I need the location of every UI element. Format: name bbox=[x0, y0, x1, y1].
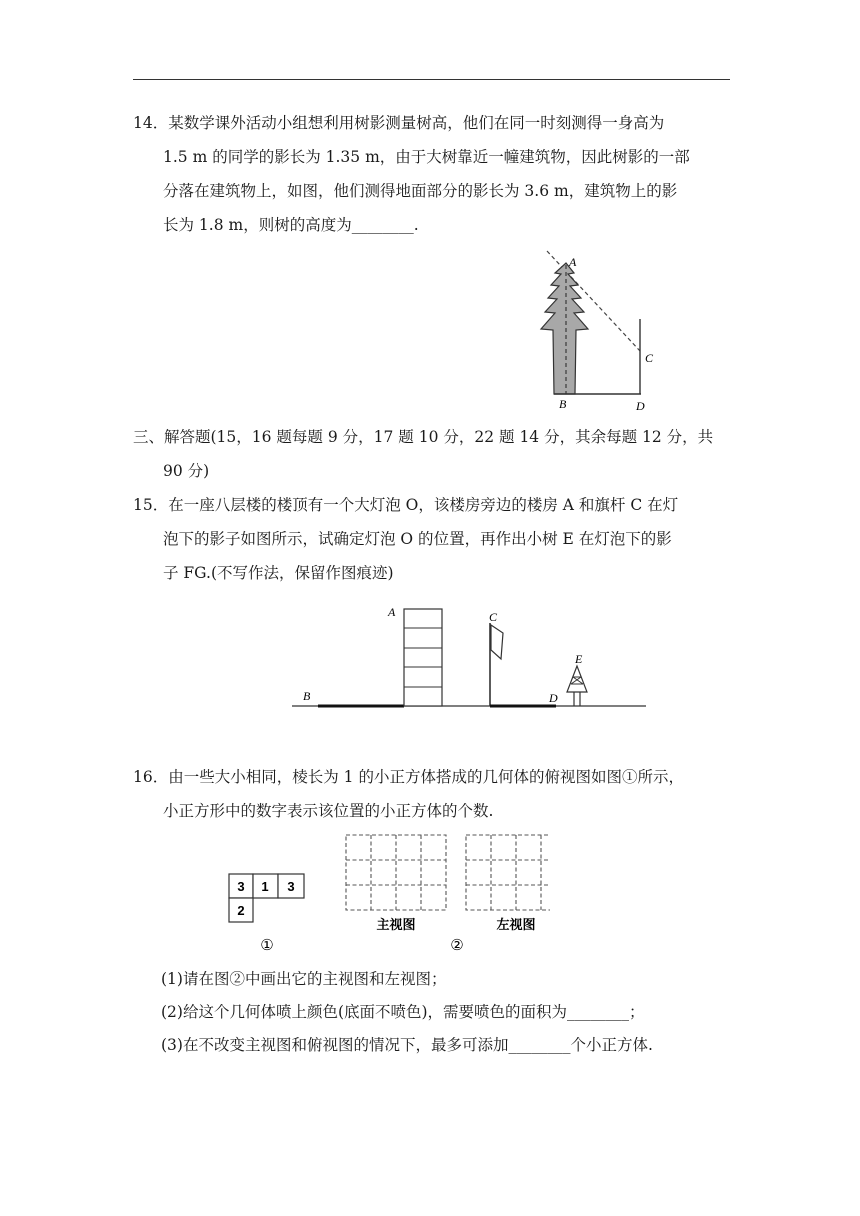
header-rule bbox=[133, 79, 730, 80]
top-view-cell: 1 bbox=[261, 879, 269, 894]
small-tree-E bbox=[567, 666, 587, 692]
tree-shadow-figure bbox=[530, 245, 665, 415]
top-view-grid bbox=[229, 874, 304, 922]
tree-shape bbox=[541, 263, 588, 394]
q15-line3: 子 FG.(不写作法，保留作图痕迹) bbox=[163, 564, 394, 582]
q14-line4: 长为 1.8 m，则树的高度为________. bbox=[163, 216, 419, 234]
q14-line1: 14．某数学课外活动小组想利用树影测量树高，他们在同一时刻测得一身高为 bbox=[133, 114, 665, 132]
label-A: A bbox=[569, 255, 577, 269]
label-B: B bbox=[559, 397, 567, 411]
left-view-grid bbox=[466, 835, 550, 910]
question-14 bbox=[133, 106, 733, 242]
label-D: D bbox=[549, 691, 558, 705]
question-15 bbox=[133, 488, 733, 590]
label-C: C bbox=[645, 351, 654, 365]
q14-line3: 分落在建筑物上，如图，他们测得地面部分的影长为 3.6 m，建筑物上的影 bbox=[163, 182, 678, 200]
q16-sub1: (1)请在图②中画出它的主视图和左视图； bbox=[161, 970, 447, 988]
section-3-heading bbox=[133, 420, 733, 488]
lamp-shadow-figure bbox=[290, 600, 650, 715]
label-B: B bbox=[303, 689, 311, 703]
question-16 bbox=[133, 760, 733, 828]
top-view-cell: 3 bbox=[237, 879, 245, 894]
three-view-figure bbox=[220, 830, 550, 960]
label-C: C bbox=[489, 610, 498, 624]
label-A: A bbox=[388, 605, 396, 619]
fig2-label: ② bbox=[450, 936, 464, 954]
section3-line2: 90 分) bbox=[163, 462, 210, 480]
top-view-cell: 3 bbox=[287, 879, 295, 894]
flag bbox=[491, 625, 503, 659]
fig1-label: ① bbox=[260, 936, 274, 954]
front-view-label: 主视图 bbox=[376, 918, 416, 933]
top-view-cell: 2 bbox=[237, 903, 245, 918]
q15-line1: 15．在一座八层楼的楼顶有一个大灯泡 O，该楼房旁边的楼房 A 和旗杆 C 在灯 bbox=[133, 496, 679, 514]
q16-sub3: (3)在不改变主视图和俯视图的情况下，最多可添加________个小正方体. bbox=[161, 1036, 653, 1054]
building-A bbox=[404, 609, 442, 706]
q16-sub2: (2)给这个几何体喷上颜色(底面不喷色)，需要喷色的面积为________； bbox=[161, 1003, 645, 1021]
q16-line1: 16．由一些大小相同，棱长为 1 的小正方体搭成的几何体的俯视图如图①所示， bbox=[133, 768, 684, 786]
q14-line2: 1.5 m 的同学的影长为 1.35 m，由于大树靠近一幢建筑物，因此树影的一部 bbox=[163, 148, 690, 166]
front-view-grid bbox=[346, 835, 446, 910]
section3-line1: 三、解答题(15，16 题每题 9 分，17 题 10 分，22 题 14 分，其余每题 12 分，共 bbox=[133, 428, 714, 446]
left-view-label: 左视图 bbox=[496, 918, 536, 933]
q16-line2: 小正方形中的数字表示该位置的小正方体的个数. bbox=[163, 802, 494, 820]
label-D: D bbox=[636, 399, 645, 413]
q15-line2: 泡下的影子如图所示，试确定灯泡 O 的位置，再作出小树 E 在灯泡下的影 bbox=[163, 530, 672, 548]
label-E: E bbox=[575, 652, 583, 666]
